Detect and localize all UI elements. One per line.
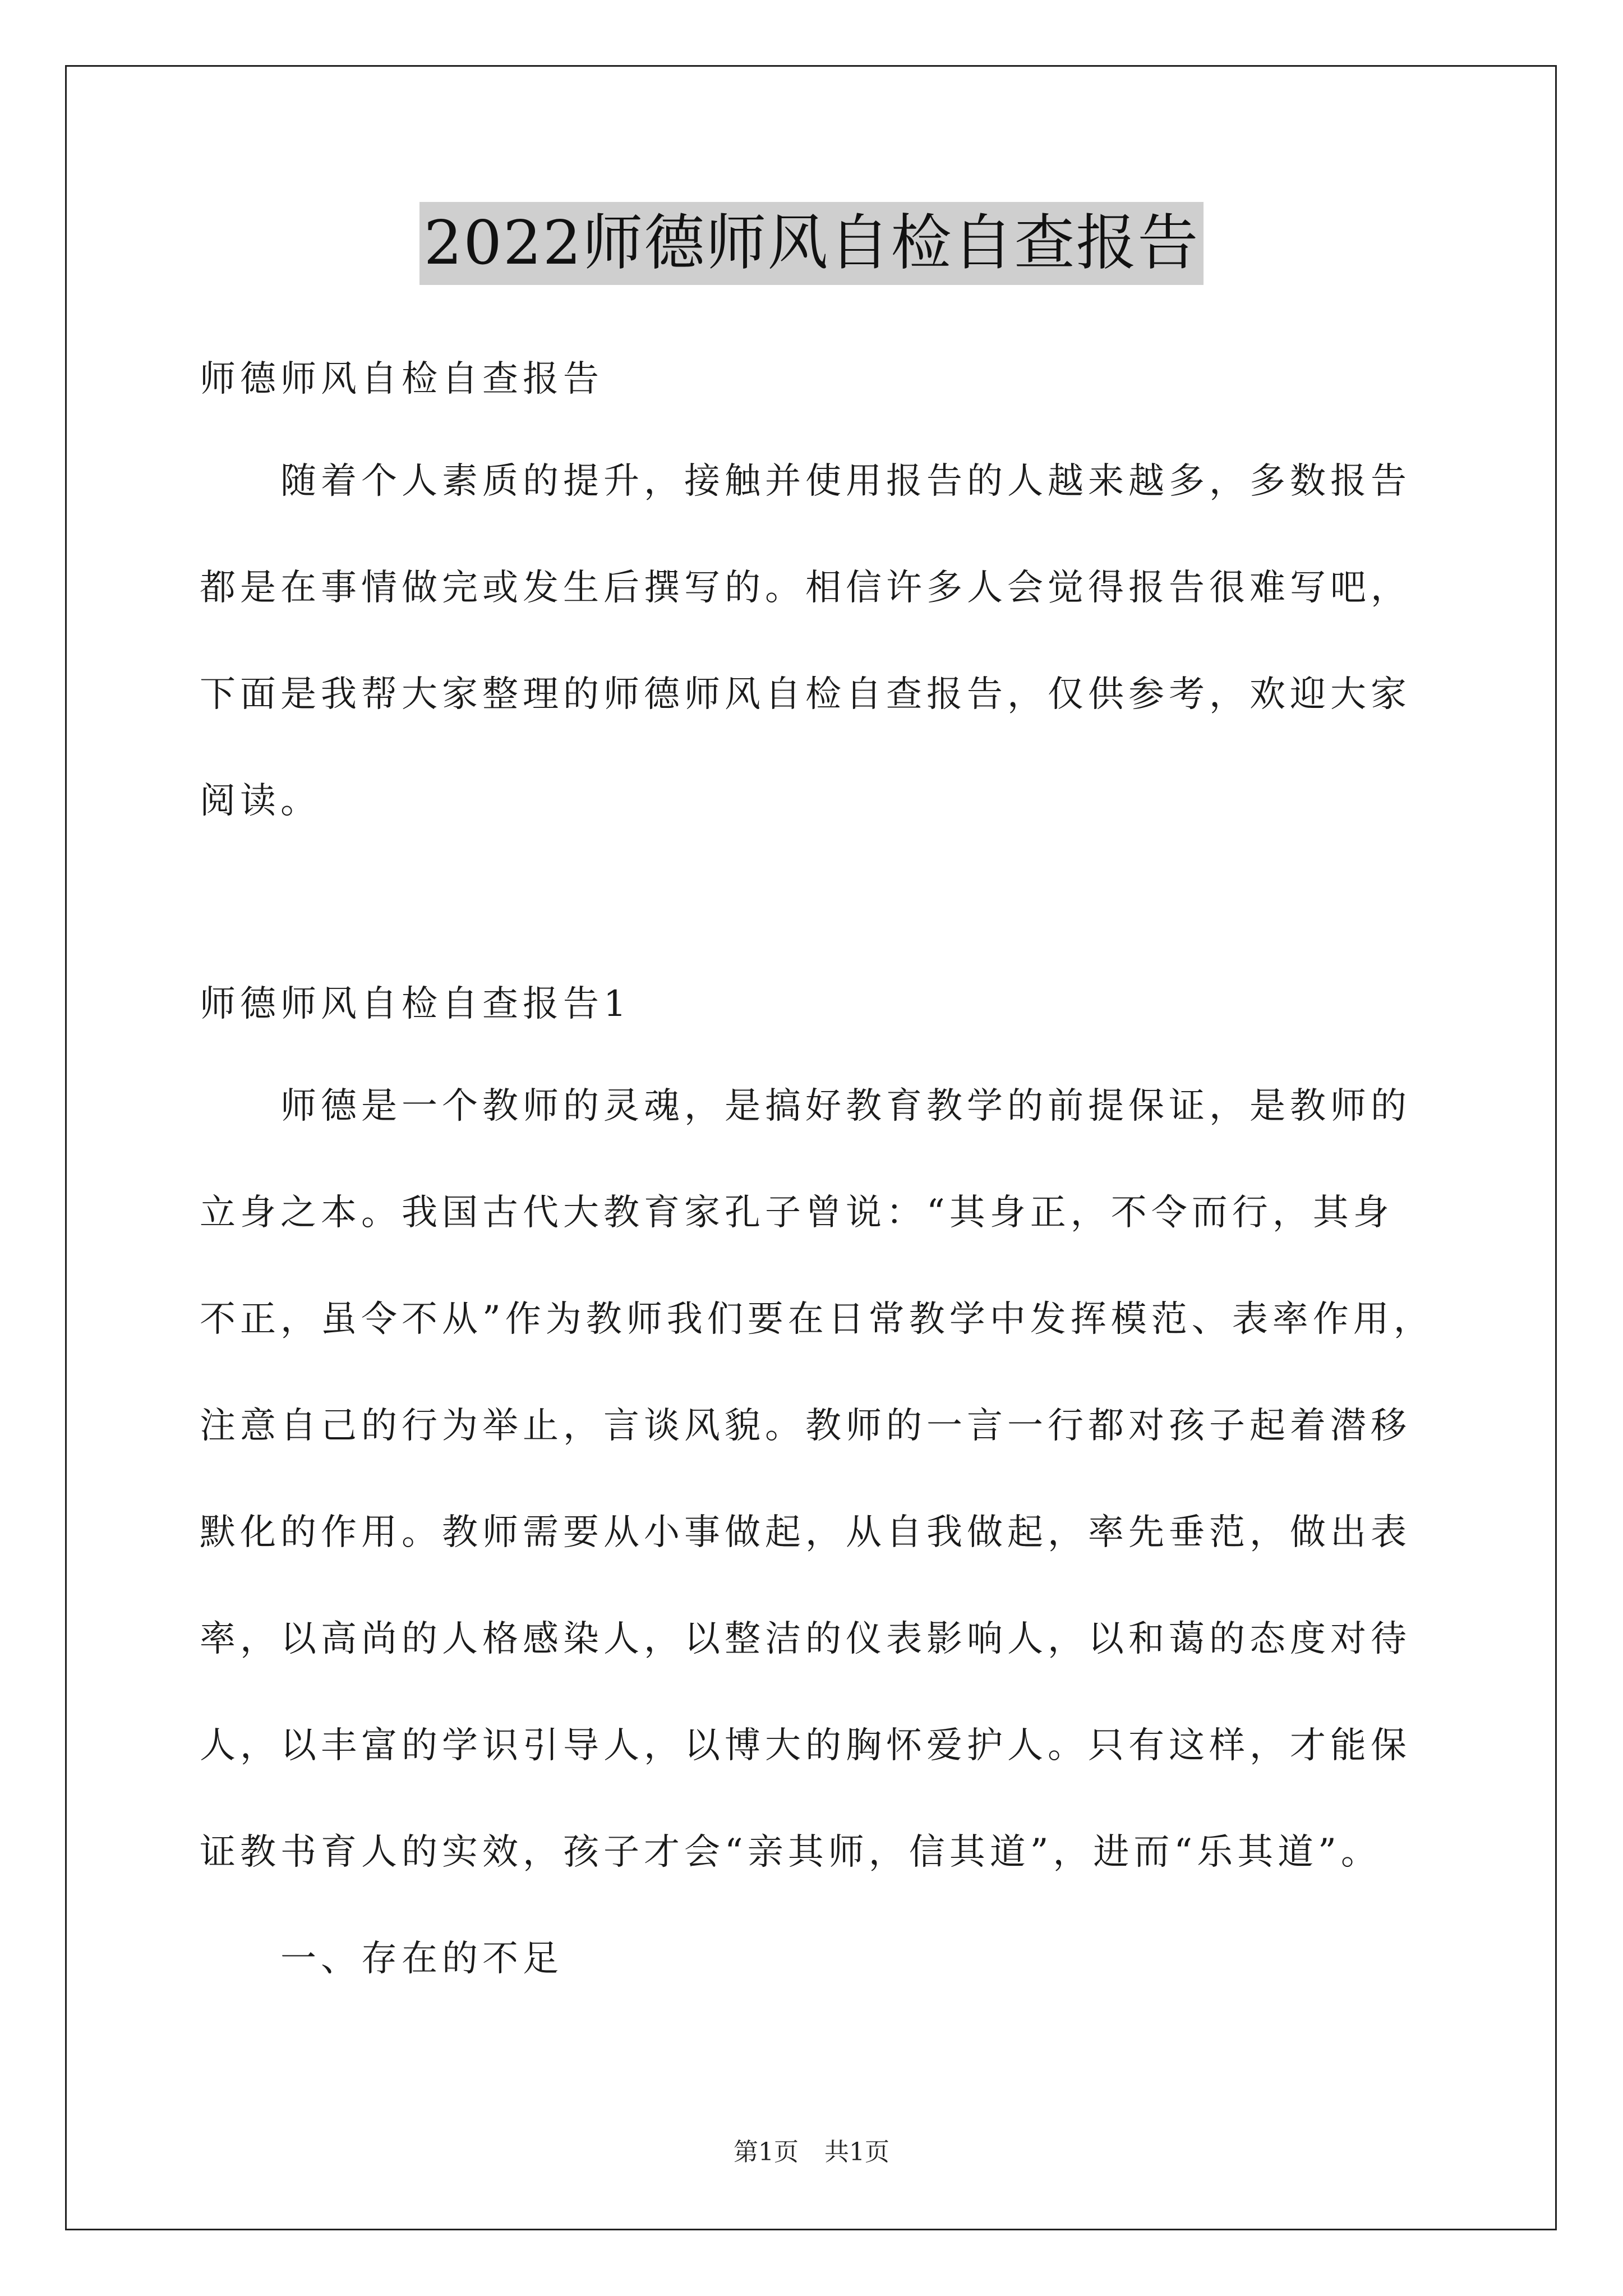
section-paragraph — [200, 1086, 1461, 1872]
intro-line: 随着个人素质的提升，接触并使用报告的人越来越多，多数报告 — [280, 461, 1411, 502]
page-total: 共1页 — [824, 2138, 889, 2166]
intro-line: 下面是我帮大家整理的师德师风自检自查报告，仅供参考，欢迎大家 — [200, 674, 1411, 715]
title-container — [0, 202, 1623, 285]
report-subtitle: 师德师风自检自查报告 — [200, 358, 603, 400]
subsection-heading: 一、存在的不足 — [280, 1938, 563, 1980]
section-line: 人，以丰富的学识引导人，以博大的胸怀爱护人。只有这样，才能保 — [200, 1725, 1411, 1766]
section-heading: 师德师风自检自查报告1 — [200, 983, 631, 1025]
section-line: 证教书育人的实效，孩子才会“亲其师，信其道”，进而“乐其道”。 — [200, 1832, 1381, 1873]
section-line: 师德是一个教师的灵魂，是搞好教育教学的前提保证，是教师的 — [280, 1085, 1411, 1127]
page-number: 第1页 — [734, 2138, 799, 2166]
section-line: 立身之本。我国古代大教育家孔子曾说：“其身正，不令而行，其身 — [200, 1192, 1394, 1234]
intro-paragraph — [200, 461, 1461, 821]
section-line: 不正，虽令不从”作为教师我们要在日常教学中发挥模范、表率作用， — [200, 1299, 1434, 1340]
section-line: 默化的作用。教师需要从小事做起，从自我做起，率先垂范，做出表 — [200, 1512, 1411, 1553]
section-line: 率，以高尚的人格感染人，以整洁的仪表影响人，以和蔼的态度对待 — [200, 1618, 1411, 1660]
document-title: 2022师德师风自检自查报告 — [419, 202, 1204, 285]
document-body — [200, 309, 1461, 1979]
section-line: 注意自己的行为举止，言谈风貌。教师的一言一行都对孩子起着潜移 — [200, 1405, 1411, 1447]
intro-line: 都是在事情做完或发生后撰写的。相信许多人会觉得报告很难写吧， — [200, 567, 1411, 609]
page-footer — [0, 2132, 1623, 2168]
intro-line: 阅读。 — [200, 780, 321, 822]
